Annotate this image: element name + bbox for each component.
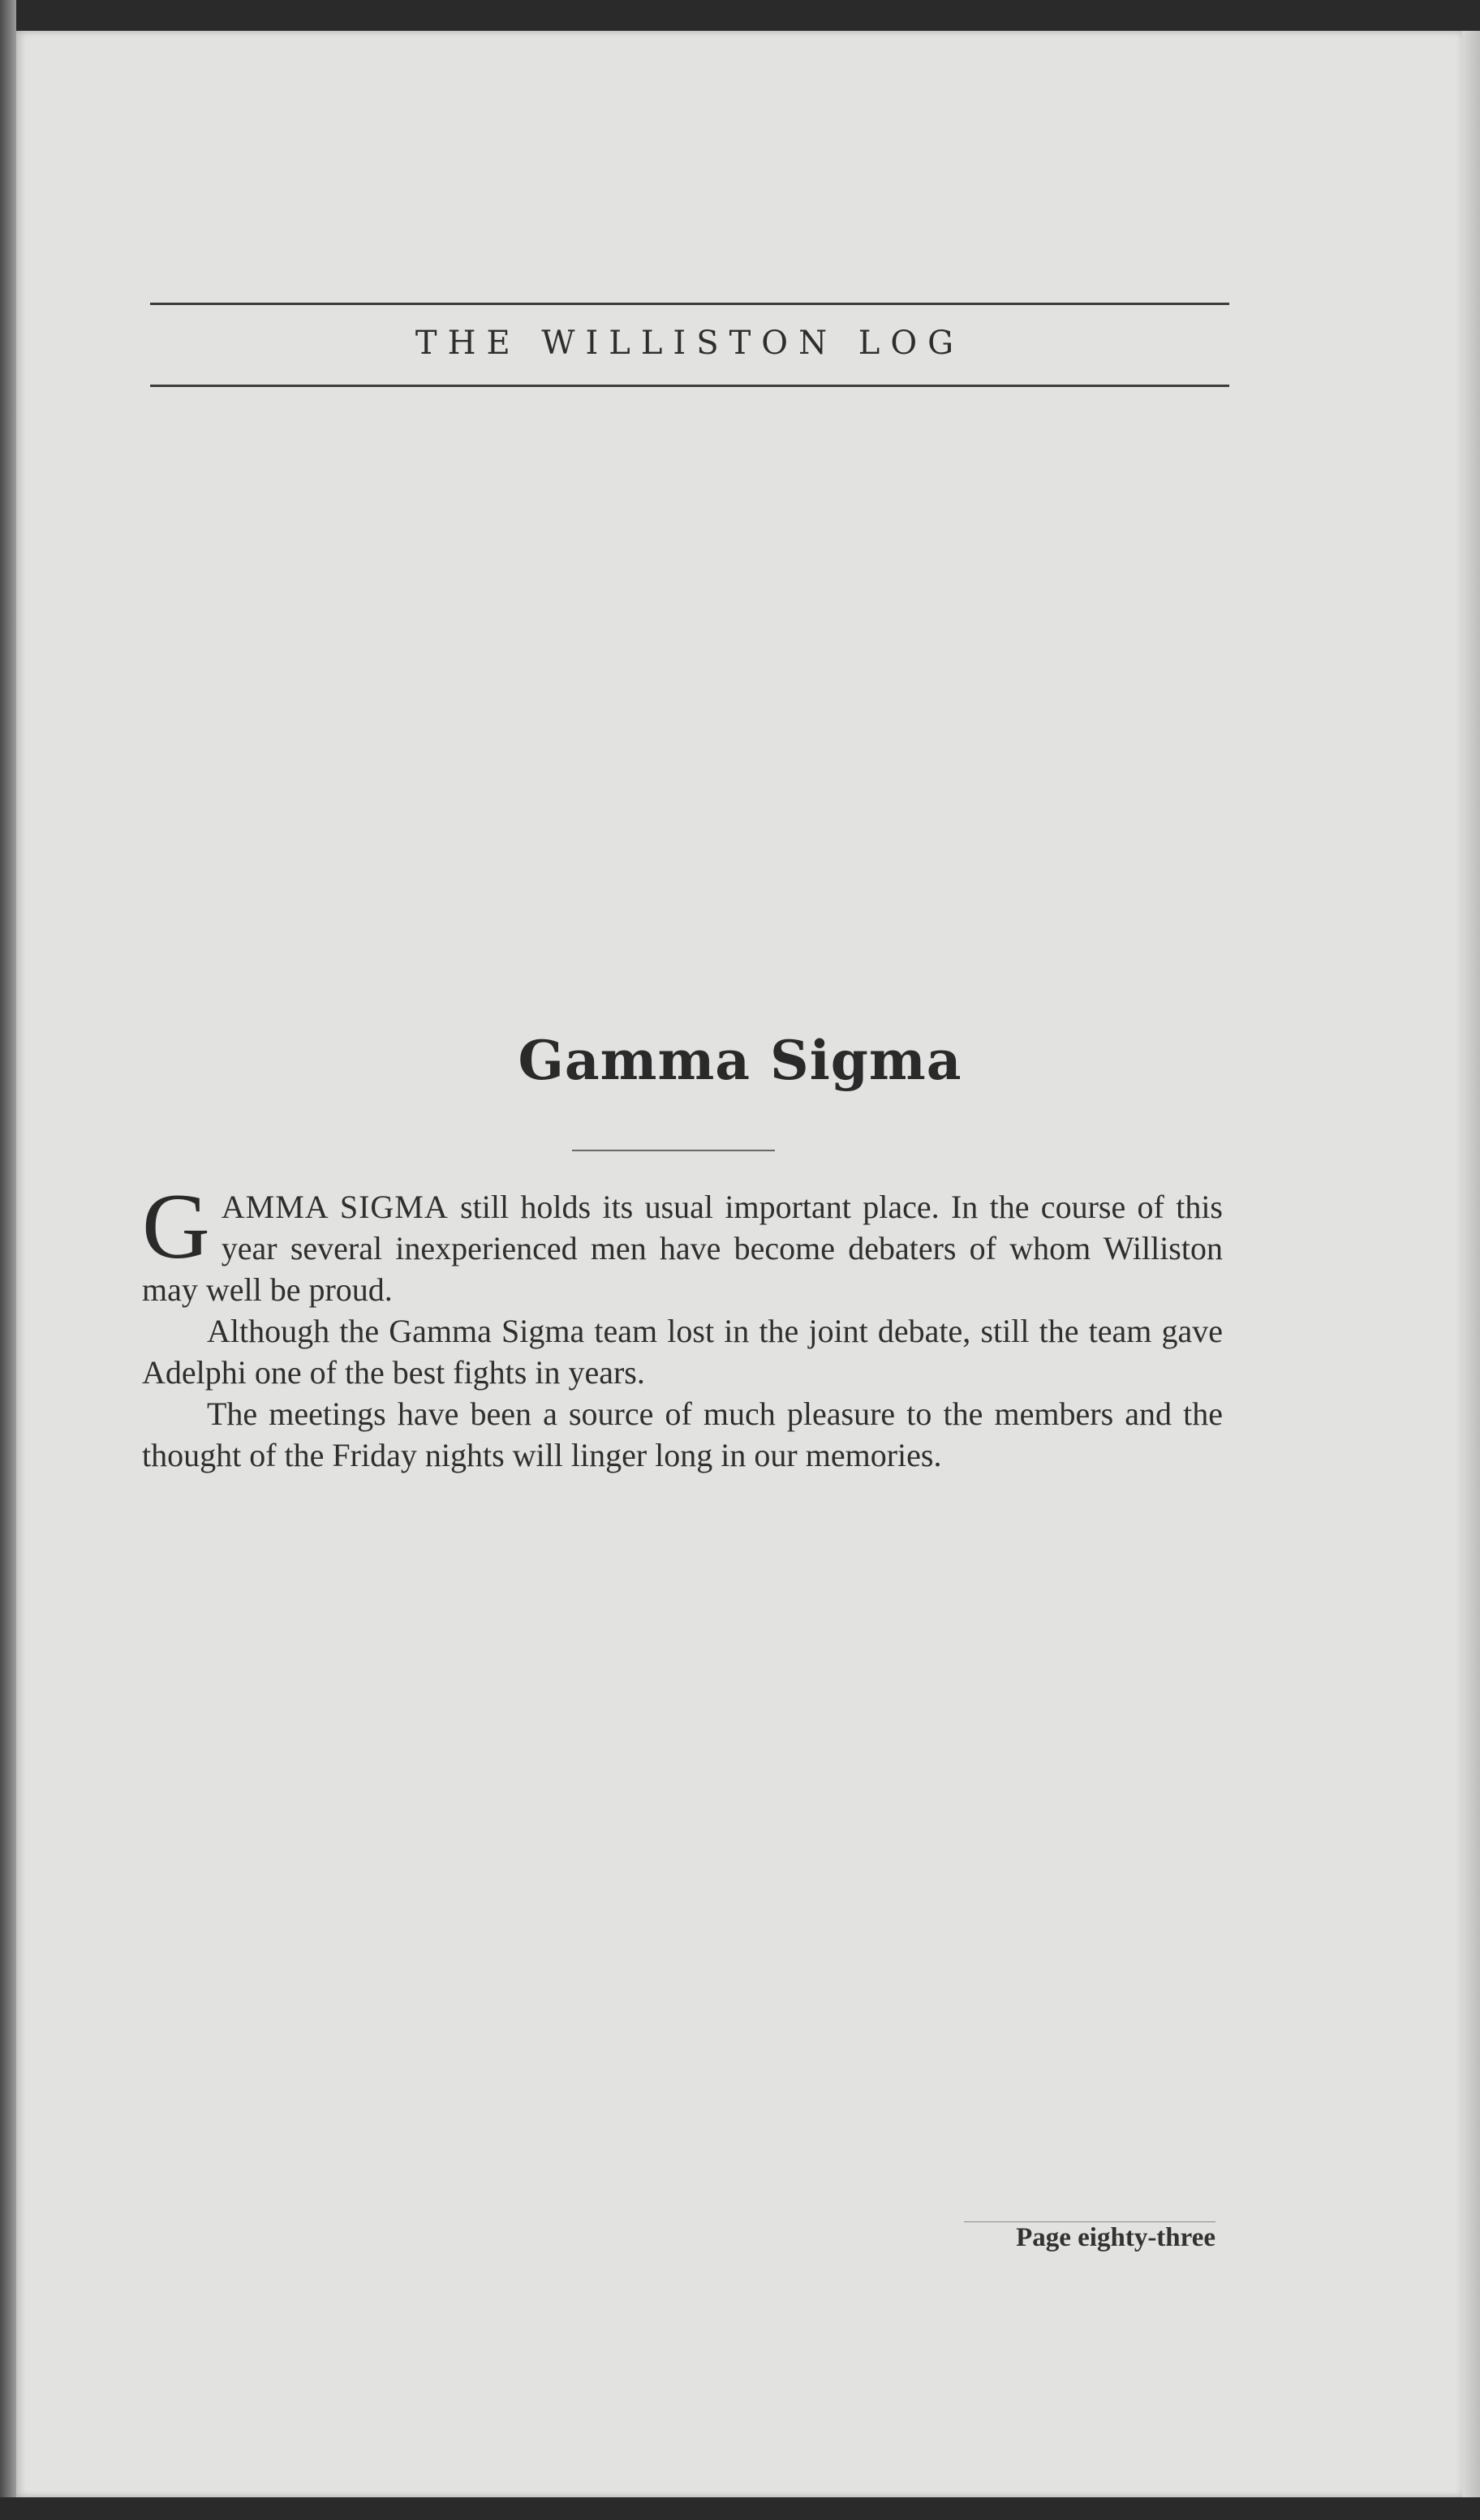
page-number: Page eighty-three — [1016, 2223, 1215, 2252]
paragraph-1-smallcaps: AMMA SIGMA — [221, 1189, 449, 1225]
book-spine-edge — [0, 0, 16, 2520]
section-title: Gamma Sigma — [518, 1029, 962, 1092]
paragraph-2: Although the Gamma Sigma team lost in the joint debate, still the team gave Adelphi one of the best fights in years. — [142, 1313, 1223, 1391]
running-header-title: THE WILLISTON LOG — [415, 325, 965, 362]
paragraph-1 — [142, 1175, 1223, 1310]
running-header — [150, 303, 1229, 387]
drop-cap: G — [142, 1175, 210, 1279]
article-body — [142, 1175, 1223, 1476]
book-edge-bottom — [0, 2497, 1480, 2520]
book-edge-top — [0, 0, 1480, 32]
page-right-edge — [1462, 31, 1480, 2497]
footer-rule — [964, 2221, 1215, 2222]
title-divider — [572, 1150, 775, 1151]
paragraph-3: The meetings have been a source of much pleasure to the members and the thought of the Friday nights will linger long in our memories. — [142, 1395, 1223, 1473]
paragraph-1-text: still holds its usual important place. In the course of this year several inexperienced men have become debaters of whom Williston may well be proud. — [142, 1189, 1223, 1308]
